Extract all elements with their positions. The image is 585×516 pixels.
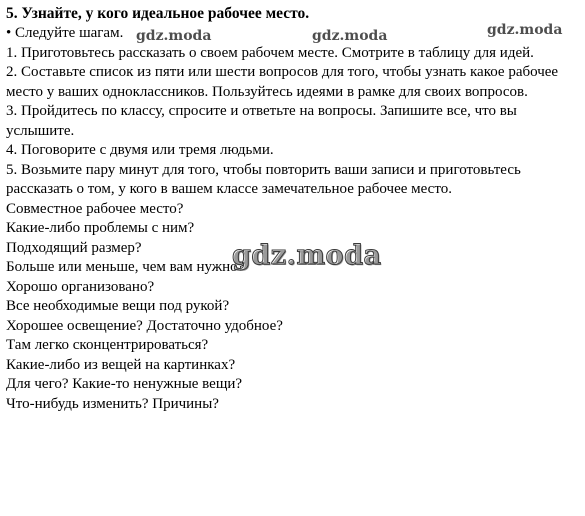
watermark-large: gdz.moda [232,240,382,271]
question-item: Хорошее освещение? Достаточно удобное? [6,317,283,334]
instruction-bullet: • Следуйте шагам. [6,25,124,41]
step-item: 5. Возьмите пару минут для того, чтобы повторить ваши записи и приготовьтесь рассказать о том, у кого в вашем классе замечательное рабочее место. [6,161,521,197]
exercise-title: 5. Узнайте, у кого идеальное рабочее место. [6,5,310,22]
document-page [6,4,580,414]
question-item: Подходящий размер? [6,239,142,256]
question-item: Для чего? Какие-то ненужные вещи? [6,376,243,392]
questions-list [6,200,580,415]
step-item: 3. Пройдитесь по классу, спросите и ответьте на вопросы. Запишите все, что вы услышите. [6,103,517,139]
step-item: 2. Составьте список из пяти или шести вопросов для того, чтобы узнать какое рабочее место у ваших одноклассников. Пользуйтесь идеями в рамке для своих вопросов. [6,64,559,100]
step-item: 1. Приготовьтесь рассказать о своем рабочем месте. Смотрите в таблицу для идей. [6,44,534,61]
question-item: Совместное рабочее место? [6,200,184,217]
question-item: Хорошо организовано? [6,278,155,295]
question-item: Какие-либо из вещей на картинках? [6,356,236,373]
steps-list [6,44,580,200]
question-item: Там легко сконцентрироваться? [6,337,209,353]
watermark-small: gdz.moda [312,28,388,44]
question-item: Все необходимые вещи под рукой? [6,298,230,314]
watermark-small: gdz.moda [136,28,212,44]
question-item: Какие-либо проблемы с ним? [6,220,195,236]
question-item: Больше или меньше, чем вам нужно? [6,259,245,275]
step-item: 4. Поговорите с двумя или тремя людьми. [6,142,274,158]
question-item: Что-нибудь изменить? Причины? [6,395,219,412]
watermark-small: gdz.moda [487,22,563,38]
